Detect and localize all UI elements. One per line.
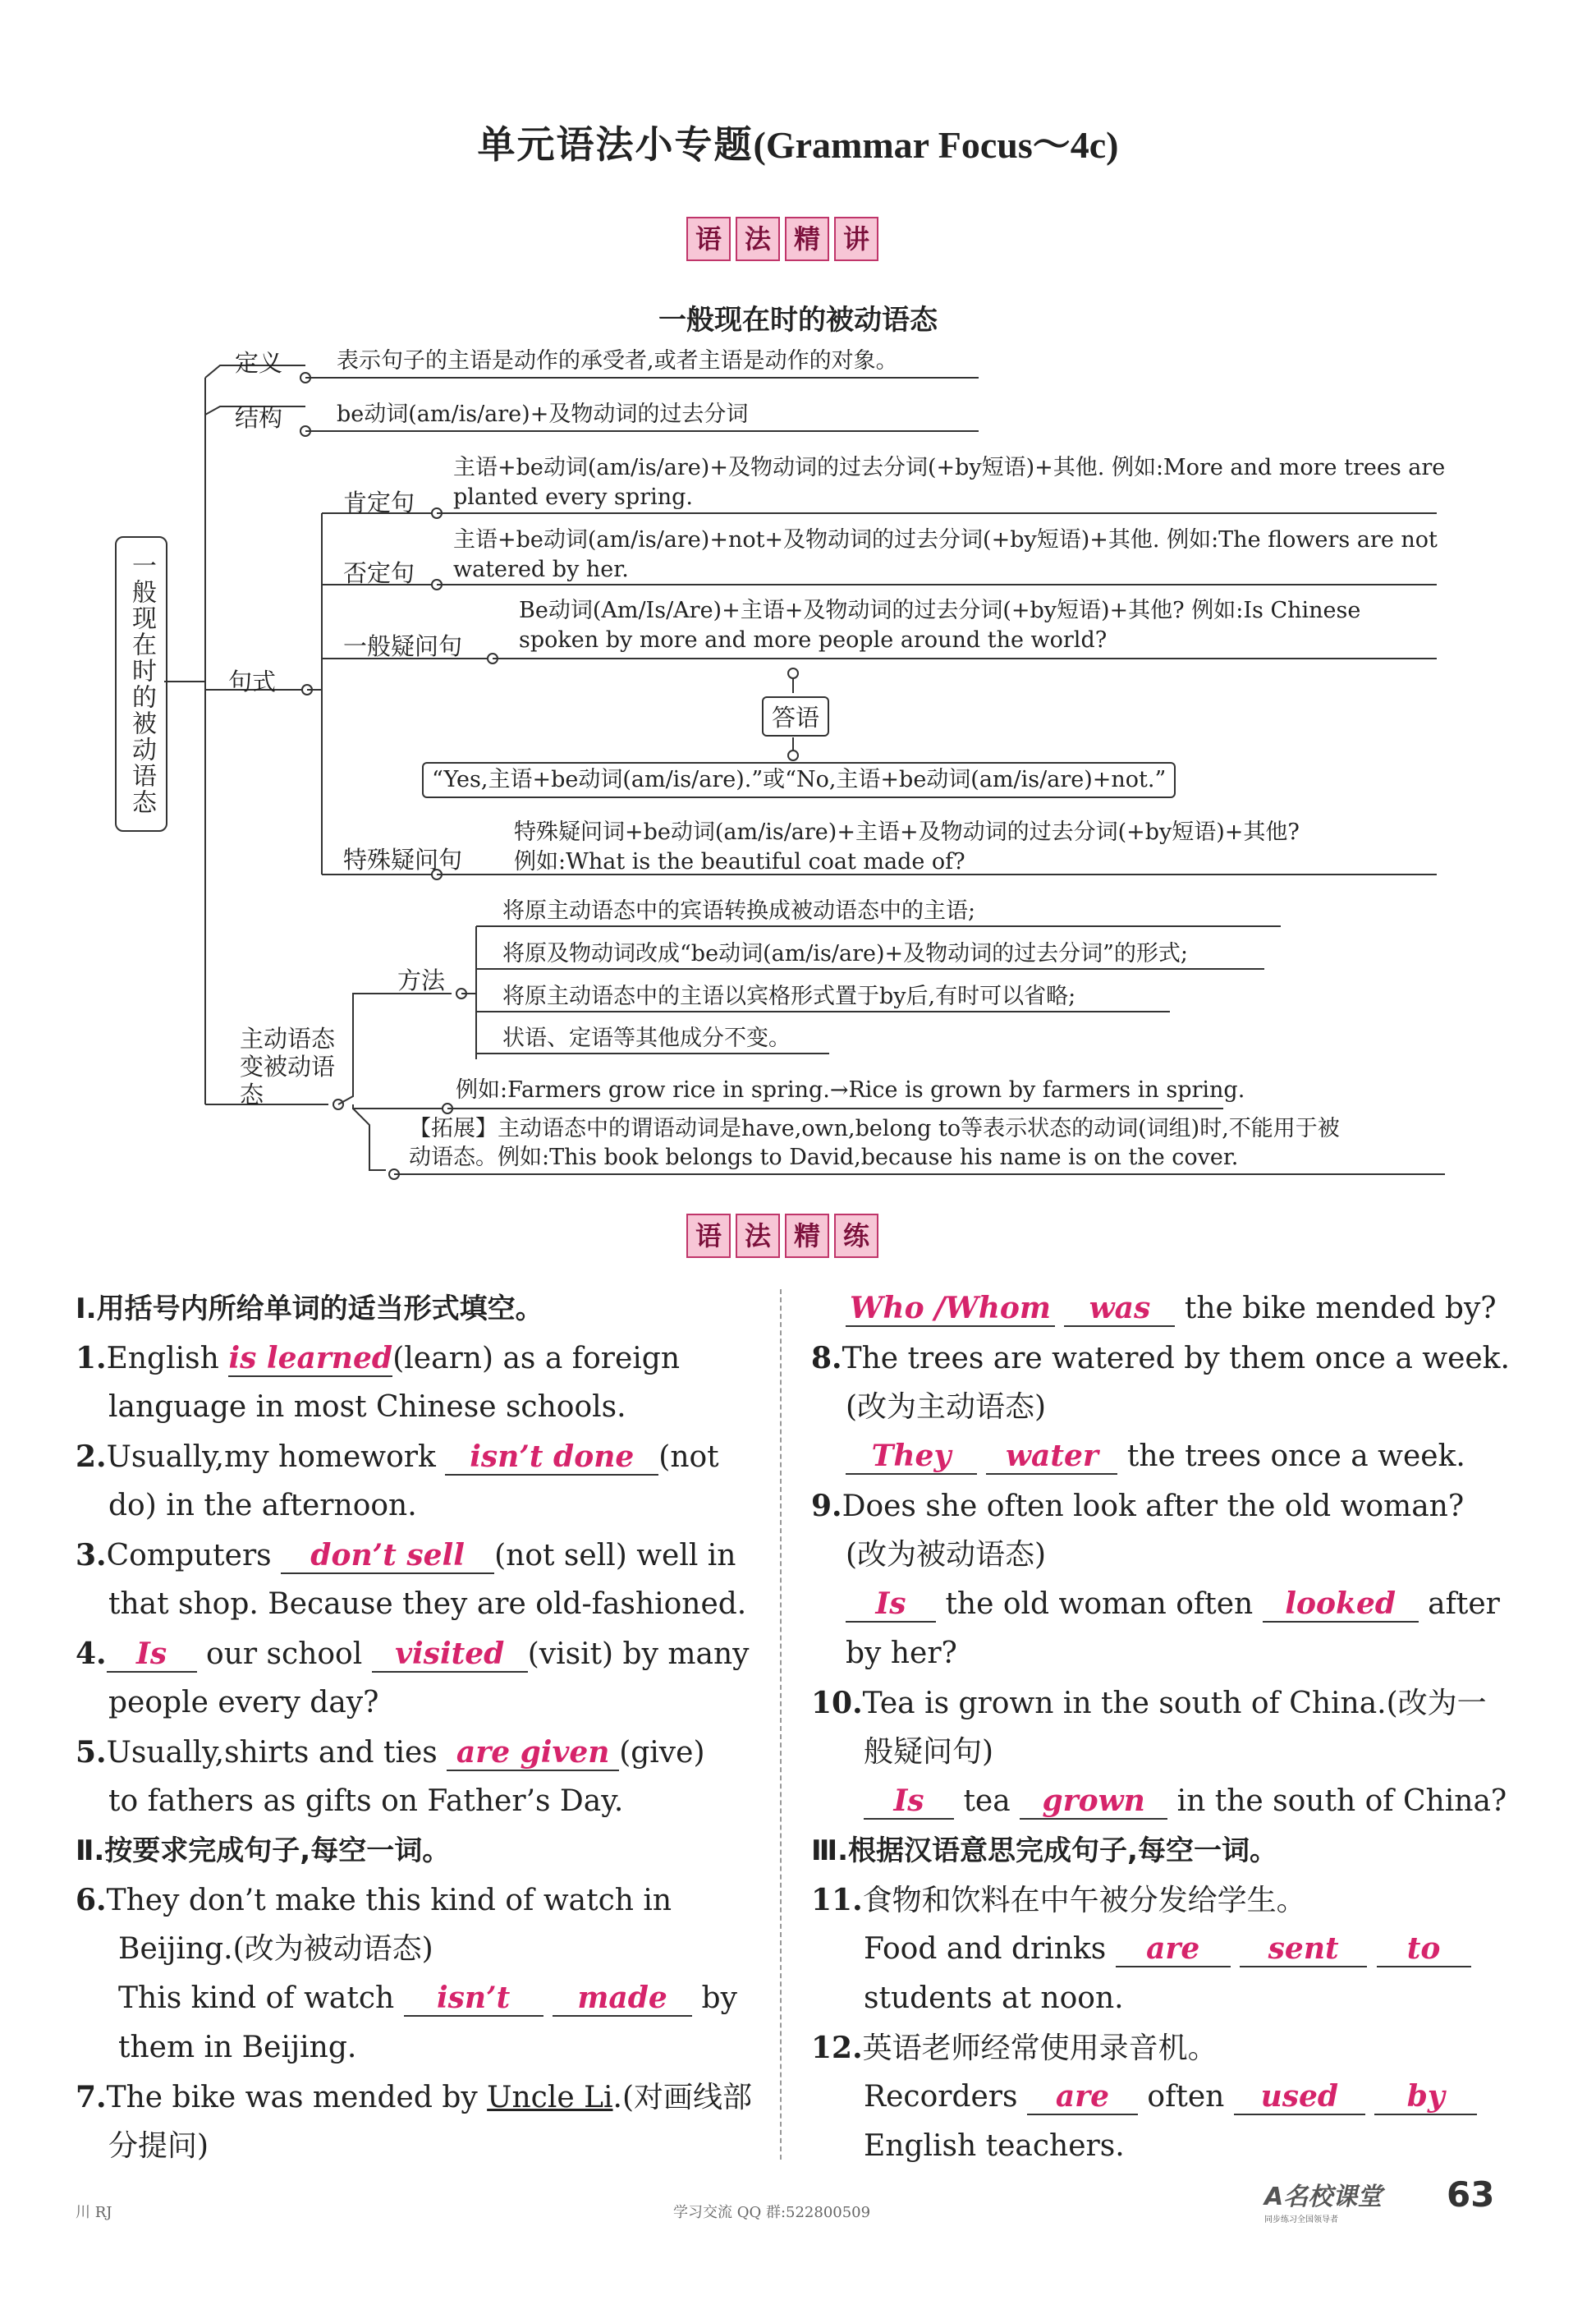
extension-1: 【拓展】主动语态中的谓语动词是have,own,belong to等表示状态的动词(词组)时,不能用于被	[409, 1116, 1340, 1141]
q3-line-2: that shop. Because they are old-fashioned.	[108, 1587, 747, 1621]
exercises-left	[76, 1284, 798, 2171]
q1-blank[interactable]: is learned	[228, 1341, 393, 1375]
q9-line-2: (改为被动语态)	[846, 1538, 1047, 1572]
q6-line-2: Beijing.(改为被动语态)	[118, 1932, 433, 1966]
q3-line-1: 3.Computers don’t sell (not sell) well in	[76, 1538, 736, 1572]
q4-line-1: 4. Is our school visited (visit) by many	[76, 1637, 750, 1671]
footer-qq-group: 学习交流 QQ 群:522800509	[673, 2204, 871, 2221]
q5-blank[interactable]: are given	[447, 1735, 619, 1771]
q7-blank-2[interactable]: was	[1064, 1291, 1175, 1327]
section-2-heading: Ⅱ.按要求完成句子,每空一词。	[76, 1834, 451, 1867]
publisher-logo: A名校课堂 同步练习全国领导者	[1264, 2183, 1383, 2224]
q9-line-1: 9.Does she often look after the old woman?	[811, 1489, 1465, 1523]
q12-blank-3[interactable]: by	[1374, 2079, 1477, 2115]
q11-blank-3[interactable]: to	[1377, 1931, 1471, 1967]
q12-blank-2[interactable]: used	[1234, 2079, 1365, 2115]
q7-blank-1[interactable]: Who /Whom	[846, 1291, 1055, 1327]
section-badge-grammar-explain: 语 法 精 讲	[686, 217, 878, 261]
reply-text: “Yes,主语+be动词(am/is/are).”或“No,主语+be动词(am/is/are)+not.”	[422, 762, 1176, 798]
q12-line-2: Recorders are often used by	[811, 2073, 1534, 2122]
q6-line-3: This kind of watch isn’t made by	[118, 1981, 737, 2015]
q11-line-3: students at noon.	[864, 1981, 1124, 2015]
q11-blank-2[interactable]: sent	[1240, 1931, 1367, 1967]
q9-line-3: Is the old woman often looked after	[811, 1580, 1534, 1629]
q4-blank-1[interactable]: Is	[107, 1637, 197, 1673]
neg-label: 否定句	[343, 559, 415, 587]
gq-text: Be动词(Am/Is/Are)+主语+及物动词的过去分词(+by短语)+其他? 例如:Is Chinese spoken by more and more people around the world?	[519, 598, 1361, 653]
q10-line-2: 般疑问句)	[864, 1735, 994, 1769]
neg-text: 主语+be动词(am/is/are)+not+及物动词的过去分词(+by短语)+其他. 例如:The flowers are not watered by her.	[453, 527, 1438, 582]
reply-label: 答语	[762, 696, 829, 737]
q9-line-4: by her?	[846, 1637, 957, 1670]
affirm-label: 肯定句	[343, 489, 415, 516]
q8-blank-1[interactable]: They	[846, 1439, 977, 1475]
q4-line-2: people every day?	[108, 1686, 379, 1719]
q7-line-3: Who /Whom was the bike mended by?	[811, 1284, 1534, 1334]
q11-line-2: Food and drinks are sent to	[811, 1925, 1534, 1974]
q12-blank-1[interactable]: are	[1027, 2079, 1138, 2115]
gq-label: 一般疑问句	[343, 632, 463, 660]
def-text: 表示句子的主语是动作的承受者,或者主语是动作的对象。	[337, 348, 898, 374]
method-2: 将原及物动词改成“be动词(am/is/are)+及物动词的过去分词”的形式;	[502, 941, 1189, 966]
q5-line-1: 5.Usually,shirts and ties are given (give)	[76, 1735, 705, 1770]
q10-line-1: 10.Tea is grown in the south of China.(改为一	[811, 1686, 1487, 1720]
mindmap-title: 一般现在时的被动语态	[658, 304, 938, 337]
extension-2: 动语态。例如:This book belongs to David,because his name is on the cover.	[409, 1145, 1239, 1170]
q7-line-2: 分提问)	[108, 2129, 209, 2163]
q5-line-2: to fathers as gifts on Father’s Day.	[108, 1784, 624, 1818]
q10-line-3: Is tea grown in the south of China?	[811, 1777, 1534, 1826]
sq-label: 特殊疑问句	[343, 846, 463, 874]
section-badge-grammar-practice: 语 法 精 练	[686, 1214, 878, 1258]
q2-line-2: do) in the afternoon.	[108, 1489, 417, 1522]
q11-blank-1[interactable]: are	[1116, 1931, 1231, 1967]
q2-blank[interactable]: isn’t done	[445, 1439, 658, 1476]
q11-line-1: 11.食物和饮料在中午被分发给学生。	[811, 1883, 1306, 1917]
section-1-heading: Ⅰ.用括号内所给单词的适当形式填空。	[76, 1292, 543, 1325]
method-label: 方法	[397, 966, 446, 994]
q1-line-1: 1.English is learned(learn) as a foreign	[76, 1341, 681, 1375]
footer-edition: 川 RJ	[76, 2204, 112, 2221]
q4-blank-2[interactable]: visited	[372, 1637, 528, 1673]
q8-line-1: 8.The trees are watered by them once a week.	[811, 1341, 1510, 1375]
q12-line-3: English teachers.	[864, 2129, 1125, 2163]
mindmap-root: 一般现在时的被动语态	[115, 536, 167, 832]
q1-line-2: language in most Chinese schools.	[108, 1390, 626, 1424]
method-1: 将原主动语态中的宾语转换成被动语态中的主语;	[502, 898, 976, 924]
sq-text-2: 例如:What is the beautiful coat made of?	[514, 849, 965, 875]
q7-underlined: Uncle Li	[487, 2081, 613, 2114]
affirm-text: 主语+be动词(am/is/are)+及物动词的过去分词(+by短语)+其他. 例如:More and more trees are planted every spring.	[453, 455, 1446, 510]
q8-blank-2[interactable]: water	[986, 1439, 1117, 1475]
q9-blank-2[interactable]: looked	[1263, 1586, 1419, 1623]
q8-line-2: (改为主动语态)	[846, 1390, 1047, 1424]
q10-blank-1[interactable]: Is	[864, 1784, 954, 1820]
section-3-heading: Ⅲ.根据汉语意思完成句子,每空一词。	[811, 1834, 1277, 1867]
q6-line-1: 6.They don’t make this kind of watch in	[76, 1883, 672, 1917]
struct-label: 结构	[235, 404, 283, 432]
def-label: 定义	[235, 349, 283, 377]
method-4: 状语、定语等其他成分不变。	[502, 1026, 791, 1051]
q12-line-1: 12.英语老师经常使用录音机。	[811, 2031, 1218, 2065]
q6-blank-1[interactable]: isn’t	[404, 1981, 543, 2017]
q2-line-1: 2.Usually,my homework isn’t done (not	[76, 1439, 719, 1474]
q10-blank-2[interactable]: grown	[1020, 1784, 1167, 1820]
q7-line-1: 7.The bike was mended by Uncle Li.(对画线部	[76, 2080, 753, 2114]
q8-line-3: They water the trees once a week.	[811, 1432, 1534, 1481]
page-title: 单元语法小专题(Grammar Focus～4c)	[477, 122, 1119, 167]
q6-line-4: them in Beijing.	[118, 2031, 357, 2064]
conv-label: 主动语态变被动语态	[240, 1025, 336, 1109]
method-3: 将原主动语态中的主语以宾格形式置于by后,有时可以省略;	[502, 984, 1076, 1009]
page-number: 63	[1447, 2174, 1495, 2215]
q9-blank-1[interactable]: Is	[846, 1586, 936, 1623]
sentence-label: 句式	[228, 668, 277, 696]
q3-blank[interactable]: don’t sell	[281, 1538, 494, 1574]
q6-blank-2[interactable]: made	[553, 1981, 692, 2017]
sq-text-1: 特殊疑问词+be动词(am/is/are)+主语+及物动词的过去分词(+by短语)+其他?	[514, 819, 1300, 845]
conv-example: 例如:Farmers grow rice in spring.→Rice is grown by farmers in spring.	[456, 1077, 1245, 1103]
struct-text: be动词(am/is/are)+及物动词的过去分词	[337, 402, 749, 427]
exercises-right	[811, 1284, 1534, 2171]
